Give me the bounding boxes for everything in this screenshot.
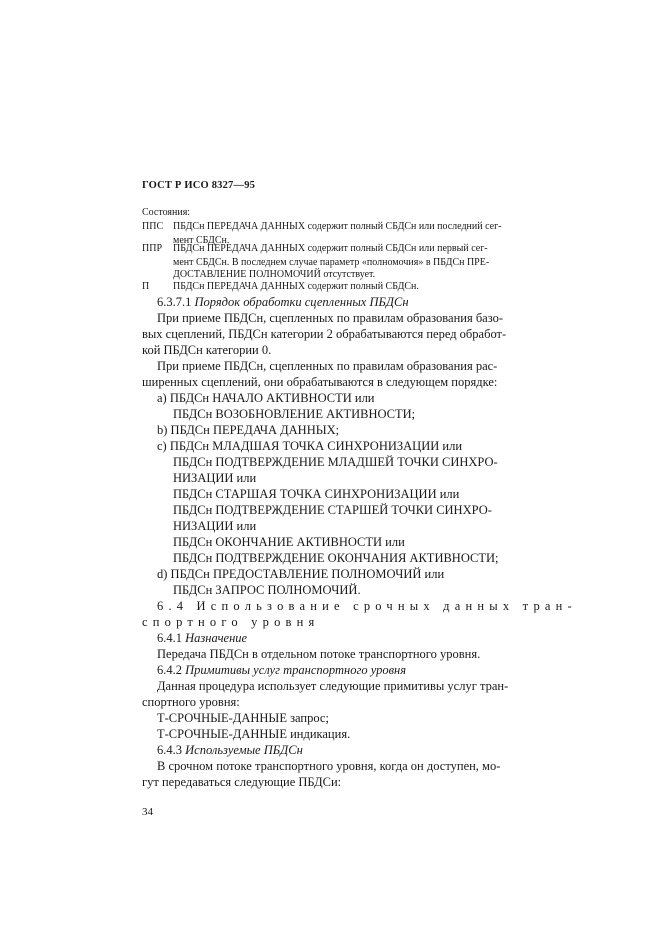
list-item-b: b) ПБДСн ПЕРЕДАЧА ДАННЫХ;	[157, 423, 340, 437]
state-pps-line-1: ПБДСн ПЕРЕДАЧА ДАННЫХ содержит полный СБДСн или последний сег-	[173, 221, 502, 232]
list-item: Т-СРОЧНЫЕ-ДАННЫЕ запрос;	[157, 711, 329, 725]
list-item-c: c) ПБДСн МЛАДШАЯ ТОЧКА СИНХРОНИЗАЦИИ или	[157, 439, 463, 453]
section-title: Примитивы услуг транспортного уровня	[185, 663, 407, 677]
states-title: Состояния:	[142, 207, 191, 218]
paragraph-line: гут передаваться следующие ПБДСи:	[142, 775, 342, 789]
list-item-c-cont: ПБДСн ПОДТВЕРЖДЕНИЕ СТАРШЕЙ ТОЧКИ СИНХРО-	[173, 503, 492, 517]
section-number: 6.3.7.1	[157, 295, 192, 309]
state-abbr-pps: ППС	[142, 221, 164, 232]
list-item-c-cont: НИЗАЦИИ или	[173, 471, 257, 485]
state-ppr-line-1: ПБДСн ПЕРЕДАЧА ДАННЫХ содержит полный СБДСн или первый сег-	[173, 243, 488, 254]
paragraph-line: При приеме ПБДСн, сцепленных по правилам образования рас-	[157, 359, 498, 373]
section-number: 6.4.2	[157, 663, 182, 677]
paragraph-line: спортного уровня:	[142, 695, 240, 709]
state-abbr-ppr: ППР	[142, 243, 163, 254]
list-item-c-cont: ПБДСн ПОДТВЕРЖДЕНИЕ МЛАДШЕЙ ТОЧКИ СИНХРО-	[173, 455, 498, 469]
list-item-d: d) ПБДСн ПРЕДОСТАВЛЕНИЕ ПОЛНОМОЧИЙ или	[157, 567, 445, 581]
section-heading-6-4-line-1: 6.4 Использование срочных данных тран-	[157, 599, 577, 613]
paragraph-line: В срочном потоке транспортного уровня, когда он доступен, мо-	[157, 759, 501, 773]
section-heading-6-3-7-1	[157, 294, 409, 310]
list-item: Т-СРОЧНЫЕ-ДАННЫЕ индикация.	[157, 727, 351, 741]
document-header: ГОСТ Р ИСО 8327—95	[142, 180, 256, 191]
paragraph-line: При приеме ПБДСн, сцепленных по правилам образования базо-	[157, 311, 504, 325]
paragraph-line: вых сцеплений, ПБДСн категории 2 обрабатываются перед обработ-	[142, 327, 507, 341]
list-item-c-cont: НИЗАЦИИ или	[173, 519, 257, 533]
section-number: 6.4.3	[157, 743, 182, 757]
paragraph-line: Передача ПБДСн в отдельном потоке транспортного уровня.	[157, 647, 481, 661]
paragraph-line: Данная процедура использует следующие примитивы услуг тран-	[157, 679, 509, 693]
section-title: Порядок обработки сцепленных ПБДСн	[194, 295, 409, 309]
section-heading-6-4-2	[157, 662, 406, 678]
page-number: 34	[142, 806, 153, 818]
paragraph-line: ширенных сцеплений, они обрабатываются в следующем порядке:	[142, 375, 498, 389]
list-item-c-cont: ПБДСн ПОДТВЕРЖДЕНИЕ ОКОНЧАНИЯ АКТИВНОСТИ;	[173, 551, 499, 565]
section-heading-6-4-1	[157, 630, 247, 646]
paragraph-line: кой ПБДСн категории 0.	[142, 343, 272, 357]
list-item-c-cont: ПБДСн ОКОНЧАНИЕ АКТИВНОСТИ или	[173, 535, 405, 549]
state-ppr-line-3: ДОСТАВЛЕНИЕ ПОЛНОМОЧИЙ отсутствует.	[173, 269, 376, 280]
list-item-c-cont: ПБДСн СТАРШАЯ ТОЧКА СИНХРОНИЗАЦИИ или	[173, 487, 460, 501]
list-item-a-cont: ПБДСн ВОЗОБНОВЛЕНИЕ АКТИВНОСТИ;	[173, 407, 416, 421]
section-title: Используемые ПБДСн	[185, 743, 303, 757]
state-p-line-1: ПБДСн ПЕРЕДАЧА ДАННЫХ содержит полный СБДСн.	[173, 281, 419, 292]
section-heading-6-4-3	[157, 742, 303, 758]
state-ppr-line-2: мент СБДСн. В последнем случае параметр «полномочия» в ПБДСн ПРЕ-	[173, 257, 490, 268]
list-item-a: a) ПБДСн НАЧАЛО АКТИВНОСТИ или	[157, 391, 375, 405]
section-number: 6.4.1	[157, 631, 182, 645]
section-heading-6-4-line-2: спортного уровня	[142, 615, 320, 629]
state-pps-line-2: мент СБДСн.	[173, 235, 230, 246]
state-abbr-p: П	[142, 281, 150, 292]
list-item-d-cont: ПБДСн ЗАПРОС ПОЛНОМОЧИЙ.	[173, 583, 361, 597]
section-title: Назначение	[185, 631, 248, 645]
